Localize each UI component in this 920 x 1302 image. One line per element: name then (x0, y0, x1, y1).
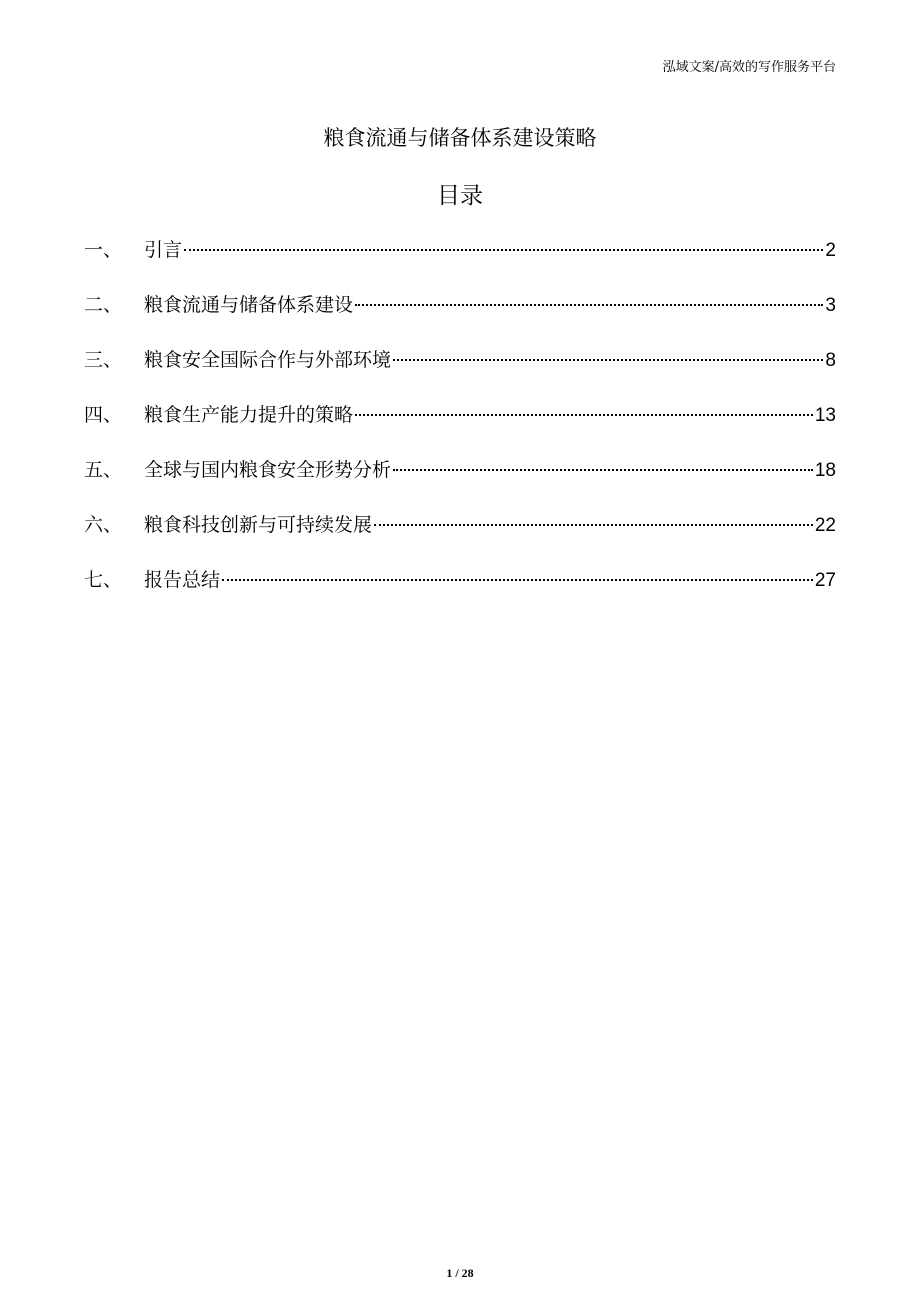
toc-entry-number: 一、 (84, 239, 123, 261)
toc-entry[interactable] (84, 344, 836, 399)
toc-dot-leader (374, 523, 813, 526)
toc-entry[interactable] (84, 509, 836, 564)
toc-entry-page[interactable]: 22 (814, 515, 836, 536)
toc-entry-number: 七、 (84, 569, 123, 591)
toc-entry-page[interactable]: 27 (814, 570, 836, 591)
toc-heading: 目录 (437, 183, 483, 209)
toc-entry-label[interactable]: 粮食科技创新与可持续发展 (144, 514, 373, 536)
toc-dot-leader (355, 303, 823, 306)
toc-entry-number: 六、 (84, 514, 123, 536)
page-number-footer: 1 / 28 (446, 1266, 474, 1280)
toc-dot-leader (184, 248, 823, 251)
toc-entry-page[interactable]: 2 (825, 240, 836, 261)
toc-entry-number: 三、 (84, 349, 123, 371)
toc-dot-leader (393, 358, 823, 361)
toc-dot-leader (355, 413, 813, 416)
toc-entry[interactable] (84, 454, 836, 509)
toc-entry-number: 五、 (84, 459, 123, 481)
toc-entry-number: 四、 (84, 404, 123, 426)
document-title: 粮食流通与储备体系建设策略 (323, 126, 597, 150)
toc-entry-label[interactable]: 粮食生产能力提升的策略 (144, 404, 354, 426)
toc-dot-leader (393, 468, 813, 471)
toc-entry-number: 二、 (84, 294, 123, 316)
toc-entry-page[interactable]: 18 (814, 460, 836, 481)
toc-entry[interactable] (84, 234, 836, 289)
toc-entry[interactable] (84, 289, 836, 344)
toc-entry-page[interactable]: 13 (814, 405, 836, 426)
toc-dot-leader (222, 578, 813, 581)
toc-entry[interactable] (84, 564, 836, 619)
page-header-text: 泓域文案/高效的写作服务平台 (662, 60, 836, 75)
toc-entry-label[interactable]: 全球与国内粮食安全形势分析 (144, 459, 392, 481)
toc-entry[interactable] (84, 399, 836, 454)
toc-entry-page[interactable]: 8 (825, 350, 836, 371)
toc-entry-label[interactable]: 报告总结 (144, 569, 221, 591)
toc-entry-label[interactable]: 引言 (144, 239, 183, 261)
table-of-contents (84, 234, 836, 619)
toc-entry-label[interactable]: 粮食安全国际合作与外部环境 (144, 349, 392, 371)
toc-entry-page[interactable]: 3 (825, 295, 836, 316)
toc-entry-label[interactable]: 粮食流通与储备体系建设 (144, 294, 354, 316)
